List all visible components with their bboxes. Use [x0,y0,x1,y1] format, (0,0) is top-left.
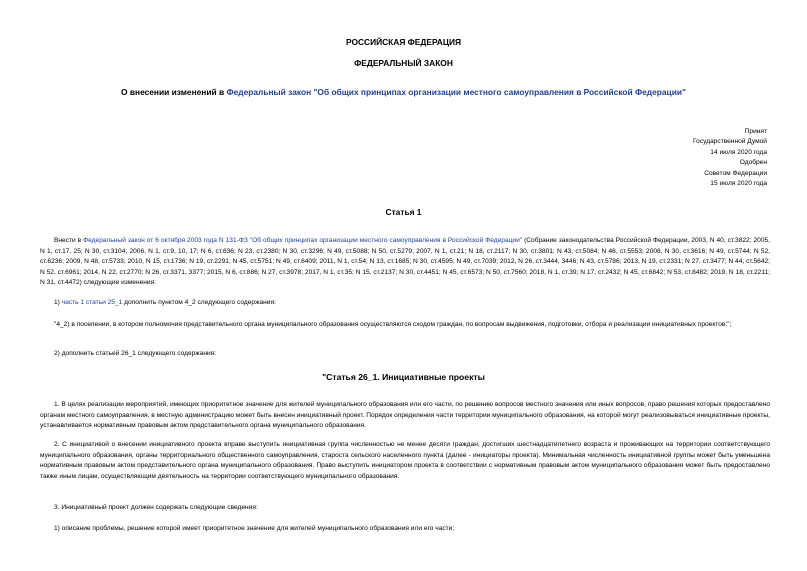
part-2-text: 2. С инициативой о внесении инициативного проекта вправе выступить инициативная группа численностью не менее десяти граждан, достигших шестнадцатилетнего возраста и проживающих на территории соответствующего муниципального образования, органы территориального общественного самоуправления, староста сельского населенного пункта (далее - инициаторы проекта). Минимальная численность инициативной группы может быть уменьшена нормативным правовым актом представительного органа муниципального образования. Право выступить инициатором проекта в соответствии с нормативным правовым актом муниципального образования может быть предоставлено также иным лицам, осуществляющим деятельность на территории соответствующего муниципального образования. [40,441,770,480]
law-title-prefix: О внесении изменений в [121,87,227,97]
adopted-by: Государственной Думой [693,138,767,146]
item-1-prefix: 1) [54,299,62,306]
approved-date: 15 июля 2020 года [710,180,767,188]
part-3-item-1-text: 1) описание проблемы, решение которой имеет приоритетное значение для жителей муниципального образования или его части; [54,525,455,532]
item-1 [40,298,770,309]
item-2-text: 2) дополнить статьей 26_1 следующего содержания: [54,350,217,357]
article-26-1-part-3-item-1 [40,524,770,535]
article-26-1-part-3 [40,503,770,514]
adopted-label: Принят [744,128,767,135]
law-type-heading: ФЕДЕРАЛЬНЫЙ ЗАКОН [354,58,453,68]
law-title-link[interactable]: Федеральный закон "Об общих принципах организации местного самоуправления в Российской Федерации" [226,87,686,97]
approved-by: Советом Федерации [704,169,767,177]
item-1-quote [40,320,770,331]
article-1-heading: Статья 1 [385,207,422,217]
item-1-quote-text: "4_2) в поселении, в котором полномочия представительного органа муниципального образования осуществляются сходом граждан, по вопросам выдвижения, подготовки, отбора и реализации инициативных проектов;"; [54,321,732,328]
article-26-1-part-1 [40,400,770,432]
adoption-block [693,127,767,189]
part-3-text: 3. Инициативный проект должен содержать следующие сведения: [54,504,258,511]
article-26-1-part-2 [40,440,770,482]
law-title [0,87,807,97]
article-26-1-heading: "Статья 26_1. Инициативные проекты [322,372,485,382]
part-1-text: 1. В целях реализации мероприятий, имеющих приоритетное значение для жителей муниципального образования или его части, по решению вопросов местного значения или иных вопросов, право решения которых предоставлено органам местного самоуправления, в местную администрацию может быть внесен инициативный проект. Порядок определения части территории муниципального образования, на которой могут реализовываться инициативные проекты, устанавливается нормативным правовым актом представительного органа муниципального образования. [40,401,770,430]
item-2 [40,349,770,360]
adopted-date: 14 июля 2020 года [710,148,767,156]
item-1-rest: дополнить пунктом 4_2 следующего содержания: [122,299,276,306]
law-131-link[interactable]: Федеральный закон от 6 октября 2003 года N 131-ФЗ "Об общих принципах организации местного самоуправления в Российской Федерации" [83,237,523,244]
article-1-intro [40,236,770,289]
federation-heading: РОССИЙСКАЯ ФЕДЕРАЦИЯ [345,37,462,47]
approved-label: Одобрен [739,159,767,167]
intro-prefix: Внести в [54,237,84,244]
intro-rest: (Собрание законодательства Российской Федерации, 2003, N 40, ст.3822; 2005, N 1, ст.17, 25; N 30, ст.3104; 2006, N 1, ст.9, 10, 17; N 6, ст.636; N 23, ст.2380; N 30, ст.3296; N 49, ст.5088; N 50, ст.5279; 2007, N 1, ст.21; N 18, ст.2117; N 30, ст.3801; N 43, ст.5084; N 46, ст.5553; 2008, N 30, ст.3616; N 49, ст.5744; N 52, ст.6236; 2009, N 48, ст.5733; 2010, N 15, ст.1736; N 19, ст.2291; N 45, ст.5751; N 49, ст.6409; 2011, N 1, ст.54; N 13, ст.1685; N 30, ст.4595; N 49, ст.7039; 2012, N 26, ст.3444, 3446; N 43, ст.5786; 2013, N 19, ст.2331; N 27, ст.3477; N 44, ст.5642; N 52, ст.6961; 2014, N 22, ст.2770; N 26, ст.3371, 3377; 2015, N 6, ст.886; N 27, ст.3978; 2017, N 1, ст.35; N 15, ст.2137; N 30, ст.4451; N 45, ст.6573; N 50, ст.7560; 2018, N 1, ст.39; N 17, ст.2432; N 45, ст.6842; N 53, ст.8482; 2019, N 18, ст.2211; N 31, ст.4472) следующие изменения: [40,237,771,287]
article-25-1-link[interactable]: часть 1 статьи 25_1 [61,299,123,306]
